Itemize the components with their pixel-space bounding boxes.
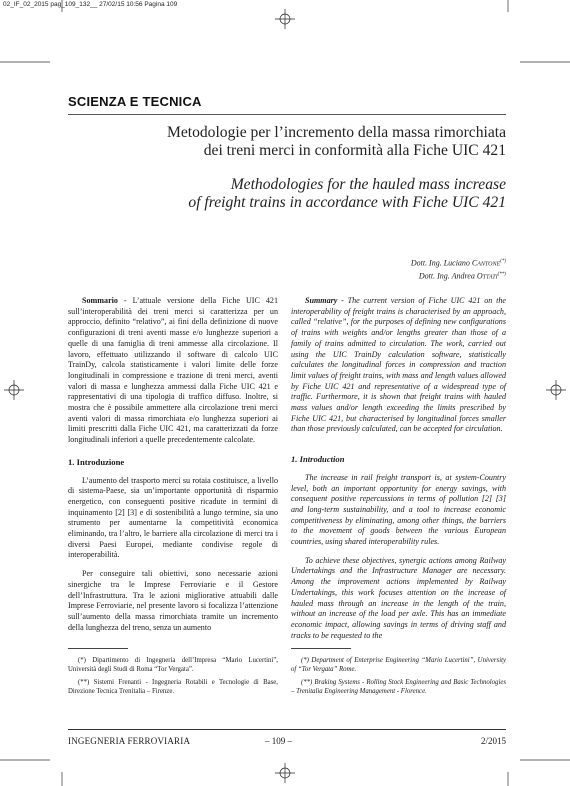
paragraph: L’aumento del trasporto merci su rotaia costituisce, a livello di sistema-Paese, sia un’importante opportunità di risparmio energetico, con conseguenti positive ricadute in termini di inquinamento [2] [3] e di sostenibilità a lungo termine, sia uno strumento per aumentarne la competitività economica eliminando, tra l’altro, le barriere alla circolazione di merci tra i diversi Paesi Europei, mediante condivise regole di interoperabilità. — [68, 475, 278, 560]
column-english — [291, 296, 506, 641]
registration-mark-bottom — [275, 763, 295, 783]
print-slug: 02_IF_02_2015 pag_109_132__ 27/02/15 10:56 Pagina 109 — [3, 1, 178, 8]
journal-name: INGEGNERIA FERROVIARIA — [68, 736, 191, 746]
section-heading: SCIENZA E TECNICA — [68, 94, 202, 109]
author-2: Dott. Ing. Andrea Ottati(**) — [418, 271, 506, 281]
title-english — [86, 176, 506, 212]
footnote: (*) Dipartimento di Ingegneria dell’Impresa “Mario Lucertini”, Università degli Studi di Roma “Tor Vergata”. — [68, 657, 278, 673]
section-rule — [68, 114, 506, 115]
registration-mark-top — [275, 9, 295, 29]
heading-introduction: 1. Introduction — [291, 454, 345, 465]
title-english-line: Methodologies for the hauled mass increase — [230, 176, 506, 193]
title-italian-line: dei treni merci in conformità alla Fiche UIC 421 — [203, 142, 506, 159]
title-italian — [86, 124, 506, 160]
title-italian-line: Metodologie per l’incremento della massa rimorchiata — [166, 124, 506, 141]
footnotes-english — [291, 656, 506, 696]
registration-mark-right — [546, 380, 566, 400]
summary-italian: Sommario - L’attuale versione della Fiche UIC 421 sull’interoperabilità dei treni merci si caratterizza per un approccio, definito “relativo”, ai fini della definizione di nuove configurazioni di treni aventi masse e/o lunghezze superiori a quelle di una famiglia di treni ammesse alla circolazione. Il lavoro, effettuato utilizzando il software di calcolo UIC TrainDy, calcola statisticamente i valori limite delle forze longitudinali in compressione e trazione di treni merci, aventi valori di massa e lunghezza ammessi dalla Fiche UIC 421 e rappresentativi di una tipologia di traffico diffuso. Inoltre, si mostra che è possibile ammettere alla circolazione treni merci aventi valori di massa rimorchiata e/o lunghezza superiori ai limiti prescritti dalla Fiche UIC 421, ma caratterizzati da forze longitudinali inferiori a quelle precedentemente calcolate. — [68, 296, 278, 445]
footnote: (**) Sistemi Frenanti - Ingegneria Rotabili e Tecnologie di Base, Direzione Tecnica Trenitalia – Firenze. — [68, 679, 278, 695]
footnote-rule — [68, 648, 128, 649]
paragraph: To achieve these objectives, synergic actions among Railway Undertakings and the Infrastructure Manager are necessary. Among the improvement actions implemented by Railway Undertakings, this work focuses attention on the increase of hauled mass through an increase in the length of the train, without an increase of the load per axle. This has an immediate economic impact, allowing savings in terms of driving staff and tracks to be requested to the — [291, 555, 506, 640]
summary-english: Summary - The current version of Fiche UIC 421 on the interoperability of freight trains is characterised by an approach, called “relative”, for the purposes of defining new configurations of trains with weights and/or lengths greater than those of a family of trains admitted to circulation. The work, carried out using the UIC TrainDy calculation software, statistically calculates the longitudinal forces in compression and traction limit values of freight trains, with mass and length values allowed by Fiche UIC 421 and representative of a widespread type of traffic. Furthermore, it is shown that freight trains with hauled mass values and/or length exceeding the limits prescribed by Fiche UIC 421, but characterised by longitudinal forces smaller than those previously calculated, can be accepted for circulation. — [291, 296, 506, 434]
heading-introduzione: 1. Introduzione — [68, 456, 125, 467]
footnote: (*) Department of Enterprise Engineering “Mario Lucertini”, University of “Tor Vergata” Rome. — [291, 657, 506, 673]
column-italian — [68, 296, 278, 633]
registration-mark-left — [4, 380, 24, 400]
footer-rule — [68, 729, 506, 730]
title-english-line: of freight trains in accordance with Fiche UIC 421 — [188, 194, 506, 211]
paragraph: Per conseguire tali obiettivi, sono necessarie azioni sinergiche tra le Imprese Ferroviarie e il Gestore dell’Infrastruttura. Tra le azioni migliorative attuabili dalle Imprese Ferroviarie, nel presente lavoro si focalizza l’attenzione sull’aumento della massa rimorchiata tramite un incremento della lunghezza del treno, senza un aumento — [68, 569, 278, 632]
footnotes-italian — [68, 656, 278, 696]
issue-number: 2/2015 — [480, 736, 506, 746]
authors — [206, 256, 506, 281]
paragraph: The increase in rail freight transport is, at system-Country level, both an important opportunity for energy savings, with consequent positive repercussions in terms of pollution [2] [3] and long-term sustainability, and a tool to increase economic competitiveness by eliminating, among other things, the barriers to the movement of goods between the various European countries, using shared interoperability rules. — [291, 472, 506, 547]
footnote-rule — [291, 648, 351, 649]
author-1: Dott. Ing. Luciano Cantone(*) — [410, 258, 506, 268]
footnote: (**) Braking Systems - Rolling Stock Engineering and Basic Technologies – Trenitalia Engineering Management - Florence. — [291, 679, 506, 695]
page-number: – 109 – — [265, 736, 292, 746]
